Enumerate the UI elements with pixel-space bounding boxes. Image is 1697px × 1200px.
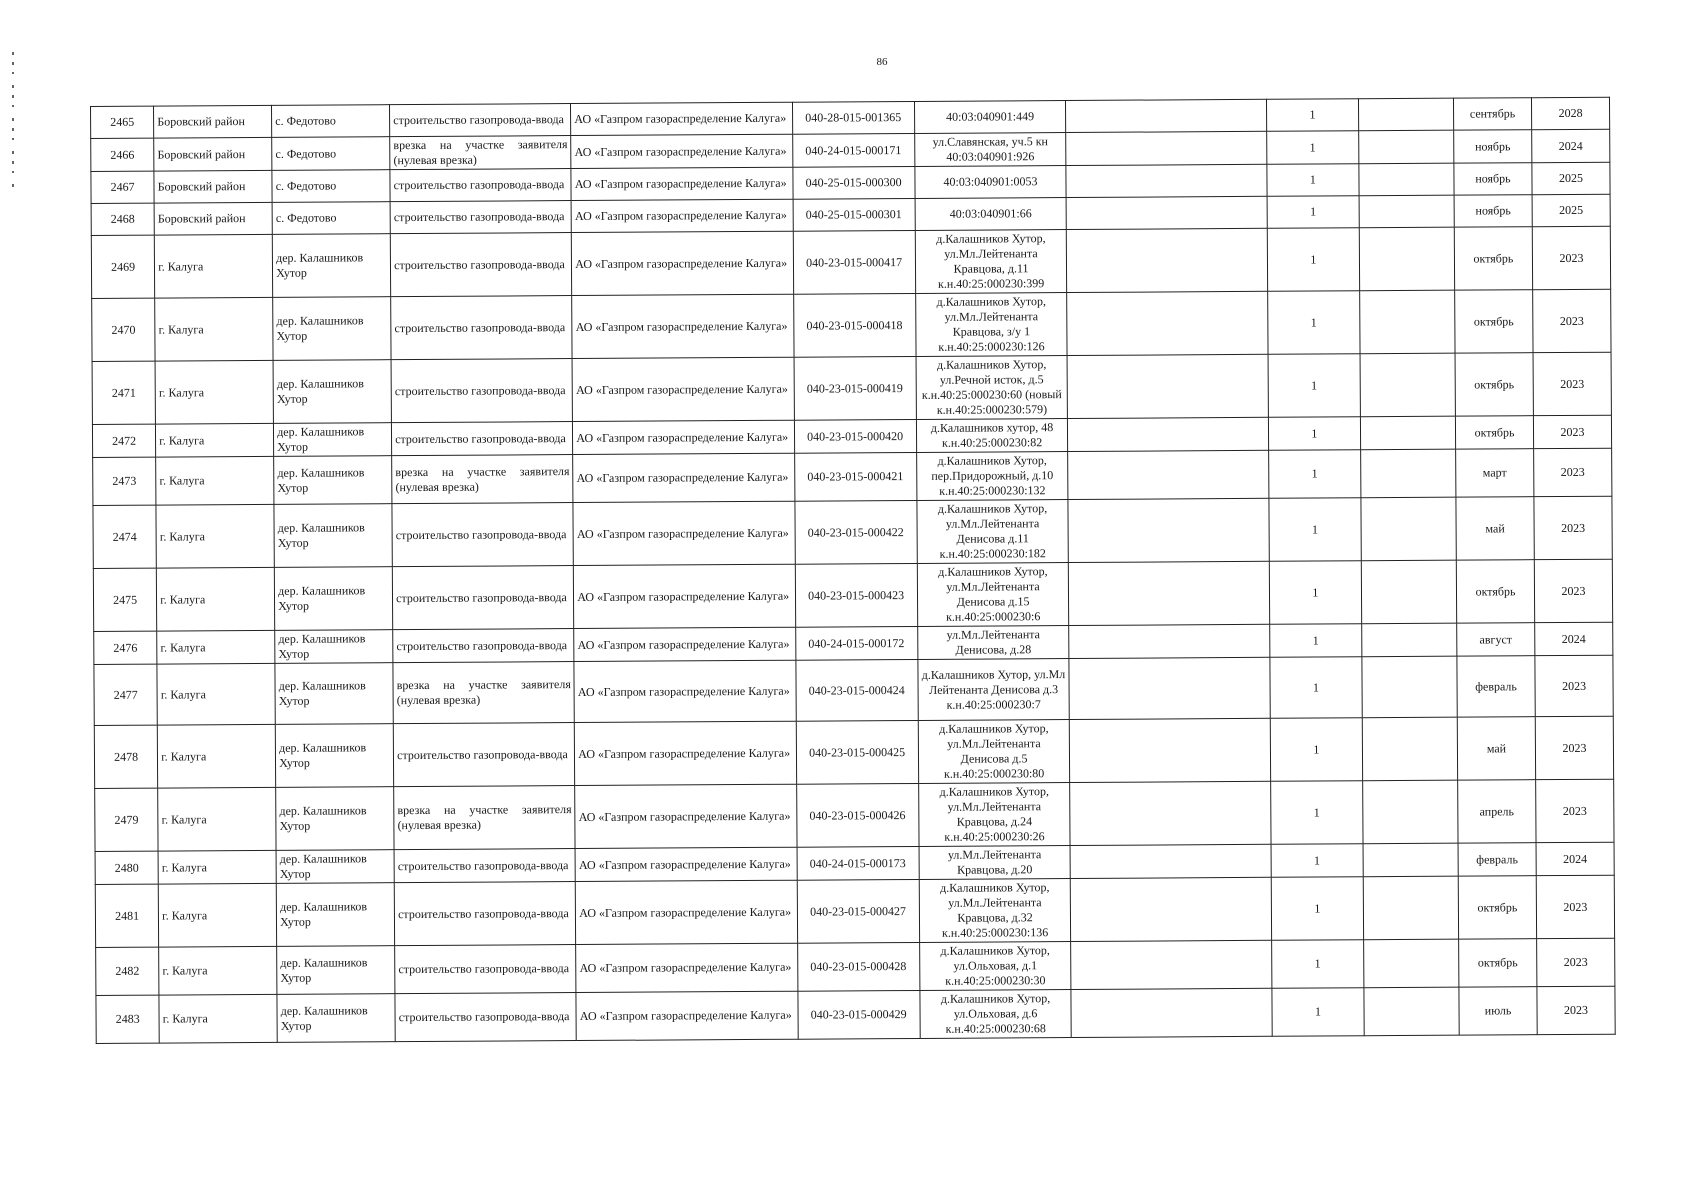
- blank-cell: [1070, 844, 1270, 878]
- contract-code-cell: 040-25-015-000301: [793, 198, 915, 231]
- address-cell: 40:03:040901:449: [914, 101, 1066, 134]
- blank-cell: [1071, 877, 1272, 941]
- organization-cell: АО «Газпром газораспределение Калуга»: [571, 134, 792, 168]
- blank-cell: [1067, 291, 1268, 355]
- address-cell: д.Калашников Хутор, ул.Ольховая, д.6 к.н.40:25:000230:68: [920, 990, 1072, 1039]
- year-cell: 2023: [1535, 716, 1613, 779]
- work-type-cell: строительство газопровода-ввода: [395, 993, 576, 1042]
- table-row: [96, 986, 1615, 1043]
- row-number: 2476: [94, 631, 157, 664]
- month-cell: ноябрь: [1454, 195, 1532, 227]
- work-type-cell: врезка на участке заявителя (нулевая врезка): [392, 455, 573, 504]
- settlement-cell: дер. Калашников Хутор: [274, 504, 392, 568]
- settlement-cell: с. Федотово: [272, 170, 390, 203]
- month-cell: октябрь: [1459, 939, 1537, 987]
- work-type-cell: строительство газопровода-ввода: [393, 723, 575, 787]
- address-cell: д.Калашников Хутор, ул.Мл.Лейтенанта Кравцова, д.24 к.н.40:25:000230:26: [918, 783, 1070, 847]
- year-cell: 2028: [1531, 97, 1609, 129]
- contract-code-cell: 040-23-015-000417: [793, 230, 916, 294]
- district-cell: г. Калуга: [157, 630, 275, 664]
- district-cell: Боровский район: [154, 202, 272, 235]
- blank-cell-2: [1359, 130, 1454, 164]
- settlement-cell: дер. Калашников Хутор: [274, 567, 392, 631]
- blank-cell: [1071, 988, 1271, 1037]
- contract-code-cell: 040-23-015-000418: [793, 293, 916, 357]
- year-cell: 2023: [1534, 559, 1612, 622]
- organization-cell: АО «Газпром газораспределение Калуга»: [573, 501, 795, 565]
- row-number: 2483: [96, 995, 159, 1043]
- month-cell: март: [1456, 449, 1534, 497]
- quantity-cell: 1: [1269, 561, 1362, 625]
- blank-cell: [1068, 450, 1268, 499]
- work-type-cell: врезка на участке заявителя (нулевая врезка): [394, 786, 576, 850]
- settlement-cell: дер. Калашников Хутор: [274, 456, 392, 505]
- organization-cell: АО «Газпром газораспределение Калуга»: [574, 660, 796, 722]
- year-cell: 2023: [1533, 415, 1611, 448]
- table-body: [91, 97, 1616, 1043]
- month-cell: сентябрь: [1453, 98, 1531, 130]
- blank-cell-2: [1363, 876, 1458, 940]
- settlement-cell: с. Федотово: [272, 202, 390, 235]
- blank-cell-2: [1359, 163, 1454, 196]
- district-cell: г. Калуга: [155, 360, 273, 424]
- quantity-cell: 1: [1268, 498, 1361, 562]
- address-cell: ул.Мл.Лейтенанта Денисова, д.28: [917, 626, 1069, 660]
- table-row: [94, 716, 1613, 788]
- quantity-cell: 1: [1269, 624, 1362, 658]
- blank-cell-2: [1363, 780, 1458, 844]
- settlement-cell: дер. Калашников Хутор: [275, 630, 393, 664]
- month-cell: июль: [1459, 987, 1537, 1035]
- month-cell: февраль: [1457, 656, 1535, 717]
- district-cell: г. Калуга: [156, 456, 274, 505]
- blank-cell: [1069, 657, 1270, 719]
- blank-cell-2: [1361, 416, 1456, 450]
- year-cell: 2024: [1532, 129, 1610, 162]
- month-cell: октябрь: [1455, 290, 1533, 353]
- organization-cell: АО «Газпром газораспределение Калуга»: [571, 102, 792, 135]
- row-number: 2465: [91, 106, 154, 138]
- organization-cell: АО «Газпром газораспределение Калуга»: [571, 199, 792, 232]
- settlement-cell: с. Федотово: [272, 137, 390, 171]
- month-cell: май: [1456, 497, 1534, 560]
- year-cell: 2024: [1535, 622, 1613, 655]
- table-row: [94, 655, 1613, 725]
- district-cell: г. Калуга: [157, 663, 275, 725]
- organization-cell: АО «Газпром газораспределение Калуга»: [576, 880, 798, 944]
- quantity-cell: 1: [1271, 988, 1364, 1037]
- blank-cell: [1067, 228, 1268, 292]
- contract-code-cell: 040-23-015-000421: [794, 452, 916, 501]
- address-cell: д.Калашников Хутор, ул.Мл.Лейтенанта Денисова д.5 к.н.40:25:000230:80: [918, 720, 1070, 784]
- settlement-cell: дер. Калашников Хутор: [276, 787, 394, 851]
- blank-cell-2: [1359, 227, 1454, 291]
- contract-code-cell: 040-25-015-000300: [792, 166, 914, 199]
- work-type-cell: врезка на участке заявителя (нулевая врезка): [393, 662, 575, 724]
- work-type-cell: строительство газопровода-ввода: [392, 566, 574, 630]
- work-type-cell: строительство газопровода-ввода: [390, 104, 571, 137]
- blank-cell-2: [1359, 98, 1454, 131]
- contract-code-cell: 040-23-015-000422: [794, 500, 917, 564]
- quantity-cell: 1: [1271, 940, 1364, 989]
- blank-cell: [1070, 718, 1271, 782]
- blank-cell-2: [1361, 449, 1456, 498]
- quantity-cell: 1: [1271, 844, 1364, 878]
- table-row: [95, 779, 1614, 851]
- contract-code-cell: 040-23-015-000428: [797, 942, 919, 991]
- district-cell: г. Калуга: [159, 994, 277, 1043]
- organization-cell: АО «Газпром газораспределение Калуга»: [574, 627, 795, 661]
- work-type-cell: строительство газопровода-ввода: [395, 945, 576, 994]
- settlement-cell: с. Федотово: [272, 105, 390, 138]
- row-number: 2468: [91, 203, 154, 235]
- blank-cell: [1066, 99, 1266, 132]
- quantity-cell: 1: [1266, 164, 1359, 197]
- organization-cell: АО «Газпром газораспределение Калуга»: [574, 564, 796, 628]
- blank-cell: [1068, 498, 1269, 562]
- settlement-cell: дер. Калашников Хутор: [277, 994, 395, 1043]
- blank-cell-2: [1362, 656, 1457, 718]
- blank-cell-2: [1361, 497, 1456, 561]
- row-number: 2471: [92, 361, 156, 424]
- blank-cell-2: [1362, 560, 1457, 624]
- organization-cell: АО «Газпром газораспределение Калуга»: [572, 357, 794, 421]
- month-cell: октябрь: [1458, 876, 1536, 939]
- work-type-cell: строительство газопровода-ввода: [394, 882, 576, 946]
- district-cell: г. Калуга: [158, 850, 276, 884]
- row-number: 2472: [92, 424, 155, 457]
- year-cell: 2023: [1534, 496, 1612, 559]
- table-row: [92, 352, 1611, 424]
- row-number: 2474: [93, 505, 157, 568]
- address-cell: 40:03:040901:66: [915, 198, 1067, 231]
- address-cell: д.Калашников хутор, 48 к.н.40:25:000230:82: [916, 419, 1068, 453]
- work-type-cell: строительство газопровода-ввода: [390, 201, 571, 234]
- contract-code-cell: 040-23-015-000427: [797, 879, 920, 943]
- quantity-cell: 1: [1267, 291, 1360, 355]
- blank-cell: [1070, 781, 1271, 845]
- work-type-cell: строительство газопровода-ввода: [391, 296, 573, 360]
- blank-cell-2: [1362, 623, 1457, 657]
- organization-cell: АО «Газпром газораспределение Калуга»: [576, 943, 797, 992]
- row-number: 2479: [95, 788, 159, 851]
- quantity-cell: 1: [1271, 877, 1364, 941]
- month-cell: апрель: [1458, 780, 1536, 843]
- row-number: 2478: [94, 725, 158, 788]
- table-row: [93, 559, 1612, 631]
- address-cell: д.Калашников Хутор, ул.Мл.Лейтенанта Кравцова, з/у 1 к.н.40:25:000230:126: [915, 293, 1067, 357]
- settlement-cell: дер. Калашников Хутор: [273, 297, 391, 361]
- work-type-cell: строительство газопровода-ввода: [392, 503, 574, 567]
- blank-cell: [1069, 561, 1270, 625]
- blank-cell-2: [1360, 290, 1455, 354]
- quantity-cell: 1: [1268, 450, 1361, 499]
- blank-cell: [1066, 164, 1266, 197]
- row-number: 2470: [92, 298, 156, 361]
- settlement-cell: дер. Калашников Хутор: [275, 663, 393, 725]
- contract-code-cell: 040-23-015-000426: [796, 783, 919, 847]
- contract-code-cell: 040-23-015-000429: [797, 990, 919, 1039]
- contract-code-cell: 040-24-015-000171: [792, 133, 914, 167]
- quantity-cell: 1: [1270, 781, 1363, 845]
- year-cell: 2023: [1535, 655, 1613, 716]
- month-cell: октябрь: [1455, 353, 1533, 416]
- quantity-cell: 1: [1268, 417, 1361, 451]
- quantity-cell: 1: [1266, 131, 1359, 165]
- contract-code-cell: 040-28-015-001365: [792, 101, 914, 134]
- organization-cell: АО «Газпром газораспределение Калуга»: [576, 991, 797, 1040]
- district-cell: Боровский район: [154, 137, 272, 171]
- row-number: 2482: [96, 947, 159, 995]
- month-cell: октябрь: [1455, 416, 1533, 449]
- district-cell: г. Калуга: [157, 567, 275, 631]
- blank-cell: [1067, 354, 1268, 418]
- row-number: 2475: [93, 568, 157, 631]
- row-number: 2480: [95, 851, 158, 884]
- gasification-registry-table: [90, 97, 1616, 1044]
- blank-cell-2: [1359, 195, 1454, 228]
- address-cell: д.Калашников Хутор, ул.Мл Лейтенанта Денисова д.3 к.н.40:25:000230:7: [918, 659, 1070, 721]
- organization-cell: АО «Газпром газораспределение Калуга»: [575, 784, 797, 848]
- table-row: [93, 496, 1612, 568]
- settlement-cell: дер. Калашников Хутор: [272, 234, 390, 298]
- year-cell: 2025: [1532, 162, 1610, 194]
- year-cell: 2024: [1536, 842, 1614, 875]
- address-cell: д.Калашников Хутор, ул.Мл.Лейтенанта Кравцова, д.11 к.н.40:25:000230:399: [915, 230, 1067, 294]
- month-cell: ноябрь: [1454, 130, 1532, 163]
- work-type-cell: строительство газопровода-ввода: [392, 422, 573, 456]
- quantity-cell: 1: [1267, 196, 1360, 229]
- district-cell: г. Калуга: [158, 787, 276, 851]
- work-type-cell: строительство газопровода-ввода: [393, 629, 574, 663]
- quantity-cell: 1: [1267, 228, 1360, 292]
- year-cell: 2023: [1533, 289, 1611, 352]
- settlement-cell: дер. Калашников Хутор: [276, 850, 394, 884]
- month-cell: октябрь: [1456, 560, 1534, 623]
- address-cell: д.Калашников Хутор, ул.Ольховая, д.1 к.н.40:25:000230:30: [919, 942, 1071, 991]
- blank-cell: [1066, 196, 1266, 229]
- organization-cell: АО «Газпром газораспределение Калуга»: [573, 453, 794, 502]
- contract-code-cell: 040-24-015-000172: [795, 626, 917, 660]
- month-cell: май: [1457, 717, 1535, 780]
- blank-cell-2: [1362, 717, 1457, 781]
- row-number: 2477: [94, 664, 158, 725]
- blank-cell-2: [1364, 987, 1459, 1036]
- table-row: [91, 226, 1610, 298]
- district-cell: Боровский район: [154, 105, 272, 138]
- year-cell: 2023: [1532, 226, 1610, 289]
- district-cell: г. Калуга: [156, 423, 274, 457]
- contract-code-cell: 040-23-015-000424: [795, 659, 918, 721]
- address-cell: ул.Мл.Лейтенанта Кравцова, д.20: [919, 846, 1071, 880]
- year-cell: 2025: [1532, 194, 1610, 226]
- organization-cell: АО «Газпром газораспределение Калуга»: [571, 167, 792, 200]
- table-row: [92, 289, 1611, 361]
- month-cell: ноябрь: [1454, 163, 1532, 195]
- organization-cell: АО «Газпром газораспределение Калуга»: [575, 721, 797, 785]
- work-type-cell: врезка на участке заявителя (нулевая врезка): [390, 136, 571, 170]
- year-cell: 2023: [1534, 448, 1612, 496]
- address-cell: 40:03:040901:0053: [915, 166, 1067, 199]
- work-type-cell: строительство газопровода-ввода: [390, 233, 572, 297]
- work-type-cell: строительство газопровода-ввода: [394, 849, 575, 883]
- quantity-cell: 1: [1266, 99, 1359, 132]
- address-cell: ул.Славянская, уч.5 кн 40:03:040901:926: [914, 133, 1066, 167]
- year-cell: 2023: [1537, 938, 1615, 986]
- settlement-cell: дер. Калашников Хутор: [275, 724, 393, 788]
- blank-cell-2: [1363, 843, 1458, 877]
- blank-cell: [1068, 417, 1268, 451]
- settlement-cell: дер. Калашников Хутор: [277, 946, 395, 995]
- blank-cell-2: [1364, 939, 1459, 988]
- address-cell: д.Калашников Хутор, ул.Мл.Лейтенанта Денисова д.11 к.н.40:25:000230:182: [917, 500, 1069, 564]
- organization-cell: АО «Газпром газораспределение Калуга»: [572, 294, 794, 358]
- year-cell: 2023: [1533, 352, 1611, 415]
- year-cell: 2023: [1537, 986, 1615, 1034]
- contract-code-cell: 040-23-015-000419: [794, 356, 917, 420]
- organization-cell: АО «Газпром газораспределение Калуга»: [575, 847, 796, 881]
- month-cell: февраль: [1458, 843, 1536, 876]
- blank-cell: [1069, 624, 1269, 658]
- contract-code-cell: 040-24-015-000173: [797, 846, 919, 880]
- row-number: 2481: [95, 884, 159, 947]
- work-type-cell: строительство газопровода-ввода: [390, 169, 571, 202]
- blank-cell: [1066, 131, 1266, 165]
- contract-code-cell: 040-23-015-000423: [795, 563, 918, 627]
- row-number: 2469: [91, 235, 155, 298]
- month-cell: октябрь: [1454, 227, 1532, 290]
- district-cell: г. Калуга: [157, 724, 275, 788]
- page-number: 86: [876, 56, 888, 68]
- quantity-cell: 1: [1270, 718, 1363, 782]
- organization-cell: АО «Газпром газораспределение Калуга»: [573, 420, 794, 454]
- work-type-cell: строительство газопровода-ввода: [391, 359, 573, 423]
- contract-code-cell: 040-23-015-000425: [796, 720, 919, 784]
- month-cell: август: [1457, 623, 1535, 656]
- address-cell: д.Калашников Хутор, ул.Мл.Лейтенанта Кравцова, д.32 к.н.40:25:000230:136: [919, 879, 1071, 943]
- settlement-cell: дер. Калашников Хутор: [273, 360, 391, 424]
- district-cell: г. Калуга: [156, 504, 274, 568]
- blank-cell: [1071, 940, 1271, 989]
- quantity-cell: 1: [1268, 354, 1361, 418]
- scan-artifact-marks: [12, 52, 16, 202]
- quantity-cell: 1: [1269, 657, 1362, 719]
- district-cell: г. Калуга: [159, 946, 277, 995]
- address-cell: д.Калашников Хутор, ул.Мл.Лейтенанта Денисова д.15 к.н.40:25:000230:6: [917, 563, 1069, 627]
- organization-cell: АО «Газпром газораспределение Калуга»: [572, 231, 794, 295]
- district-cell: г. Калуга: [158, 883, 276, 947]
- address-cell: д.Калашников Хутор, ул.Речной исток, д.5 к.н.40:25:000230:60 (новый к.н.40:25:000230:579): [916, 356, 1068, 420]
- year-cell: 2023: [1536, 875, 1614, 938]
- blank-cell-2: [1360, 353, 1455, 417]
- district-cell: г. Калуга: [155, 297, 273, 361]
- contract-code-cell: 040-23-015-000420: [794, 419, 916, 453]
- settlement-cell: дер. Калашников Хутор: [274, 423, 392, 457]
- row-number: 2466: [91, 138, 154, 171]
- table-row: [95, 875, 1614, 947]
- settlement-cell: дер. Калашников Хутор: [276, 883, 394, 947]
- district-cell: г. Калуга: [154, 234, 272, 298]
- year-cell: 2023: [1536, 779, 1614, 842]
- row-number: 2467: [91, 171, 154, 203]
- district-cell: Боровский район: [154, 170, 272, 203]
- row-number: 2473: [93, 457, 156, 505]
- address-cell: д.Калашников Хутор, пер.Придорожный, д.10 к.н.40:25:000230:132: [916, 452, 1068, 501]
